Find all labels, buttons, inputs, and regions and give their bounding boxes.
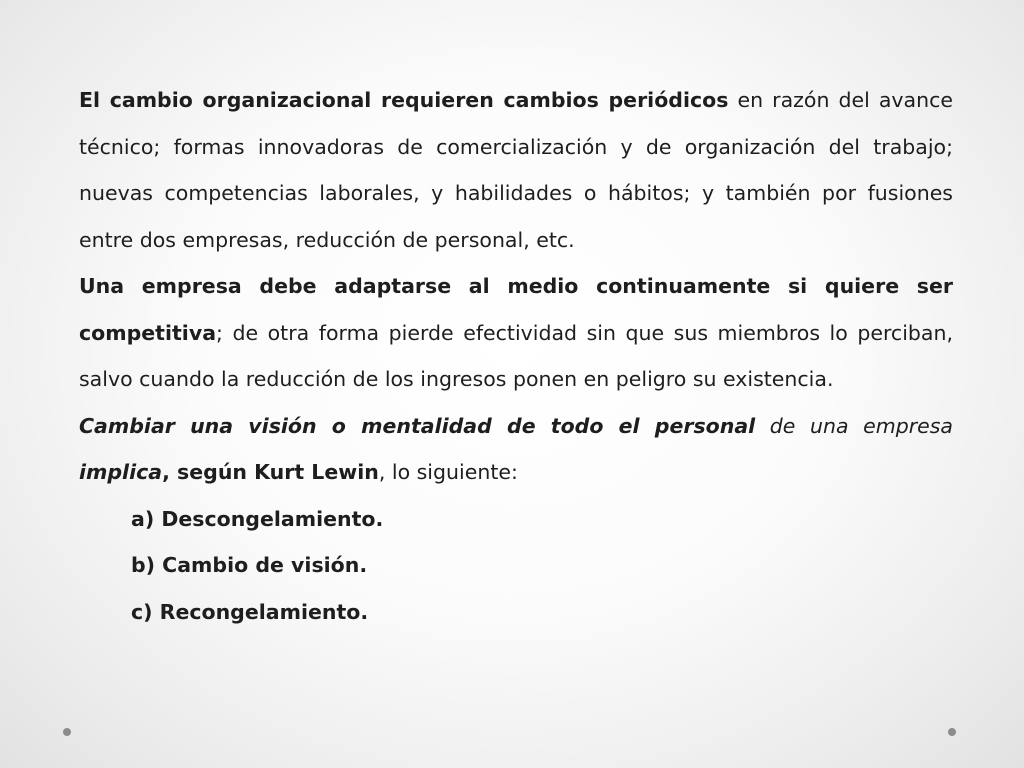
paragraph1-bold-lead: El cambio organizacional requieren cambios periódicos: [79, 88, 729, 112]
paragraph-adaptation: [79, 263, 953, 403]
paragraph3-italic-text: de una empresa: [755, 413, 953, 438]
decorative-dot-left: [63, 728, 71, 736]
slide-content: [79, 77, 953, 635]
paragraph-lewin: [79, 403, 953, 496]
list-item-change-vision: b) Cambio de visión.: [131, 553, 368, 577]
paragraph1-body: en razón del avance técnico; formas innovadoras de comercialización y de organización del trabajo; nuevas competencias laborales, y habilidades o hábitos; y también por fusiones entre dos empresas, reducción de personal, etc.: [79, 88, 953, 252]
paragraph3-kurt-lewin: , según Kurt Lewin: [162, 460, 379, 484]
paragraph3-bold-italic-lead: Cambiar una visión o mentalidad de todo el personal: [79, 413, 756, 438]
lewin-steps-list: [79, 496, 953, 636]
paragraph2-body: ; de otra forma pierde efectividad sin que sus miembros lo perciban, salvo cuando la reducción de los ingresos ponen en peligro su existencia.: [79, 320, 953, 391]
paragraph-organizational-change: [79, 77, 953, 263]
list-item-refreezing: c) Recongelamiento.: [131, 599, 369, 624]
paragraph2-bold-lead: Una empresa debe adaptarse al medio continuamente si quiere ser competitiva: [79, 274, 953, 345]
paragraph3-tail: , lo siguiente:: [378, 460, 518, 484]
decorative-dot-right: [948, 728, 956, 736]
list-item-unfreezing: a) Descongelamiento.: [131, 506, 384, 531]
paragraph3-implica: implica: [79, 460, 163, 484]
